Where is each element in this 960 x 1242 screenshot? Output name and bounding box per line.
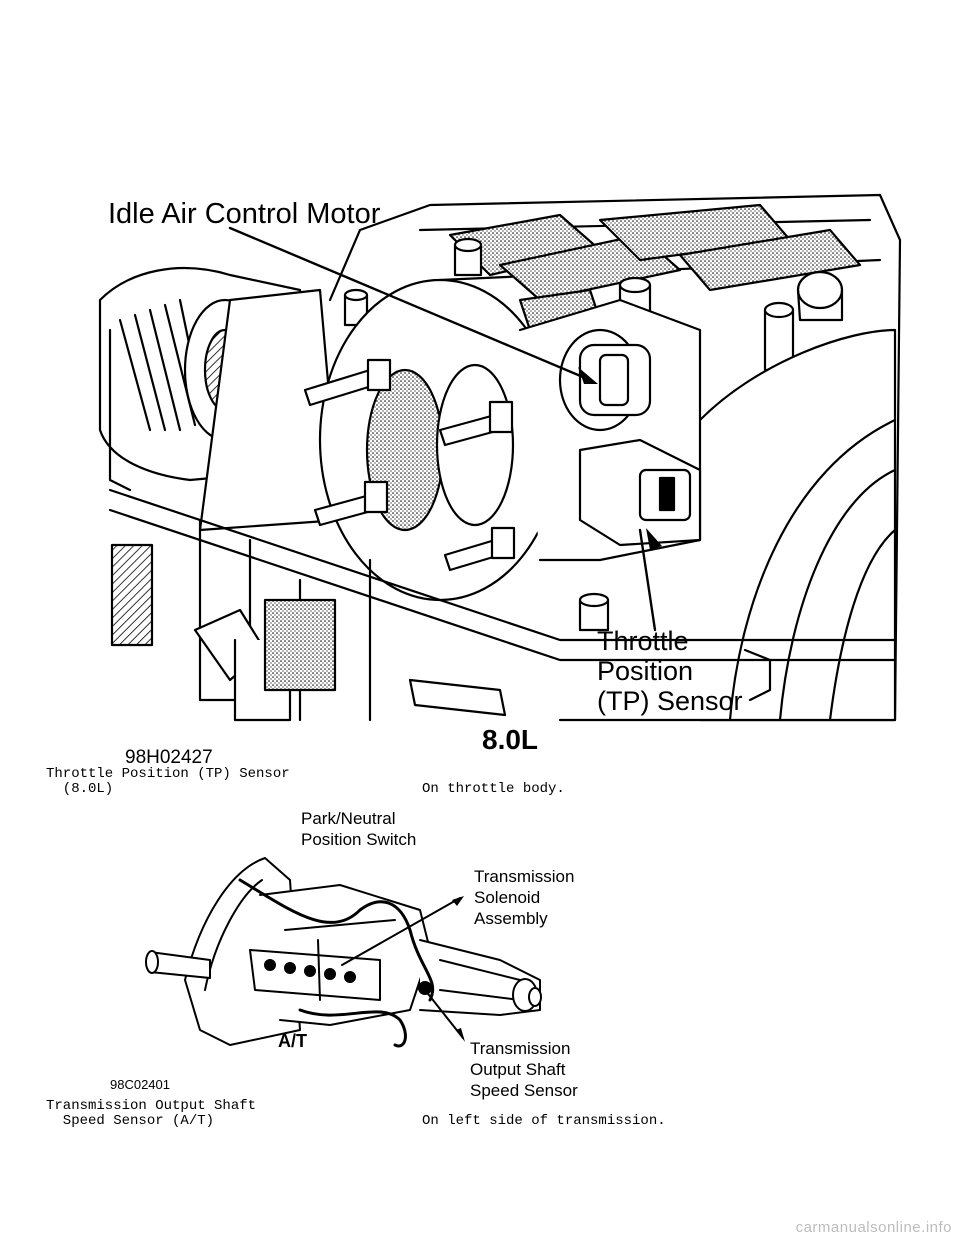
- solenoid-label-line2: Solenoid: [474, 888, 541, 907]
- figure1-caption-name-line2: (8.0L): [46, 781, 114, 797]
- watermark: carmanualsonline.info: [795, 1219, 952, 1236]
- figure2-caption-name-line2: Speed Sensor (A/T): [46, 1113, 215, 1129]
- transmission-type-label: A/T: [278, 1031, 307, 1051]
- tp-sensor-label-line1: Throttle: [597, 626, 689, 656]
- tp-sensor-label-line3: (TP) Sensor: [597, 686, 743, 716]
- figure1-caption-name-line1: Throttle Position (TP) Sensor: [46, 766, 290, 782]
- figure2-caption-name-line1: Transmission Output Shaft: [46, 1098, 257, 1114]
- oss-label-line3: Speed Sensor: [470, 1081, 578, 1100]
- figure2-caption-location: On left side of transmission.: [422, 1113, 666, 1129]
- engine-size-label: 8.0L: [482, 724, 539, 755]
- oss-label-line1: Transmission: [470, 1039, 571, 1058]
- solenoid-label-line1: Transmission: [474, 867, 575, 886]
- tp-sensor-label-line2: Position: [597, 656, 694, 686]
- pn-switch-label-line1: Park/Neutral: [301, 809, 396, 828]
- iac-motor-label: Idle Air Control Motor: [108, 198, 381, 230]
- figure1-code: 98H02427: [125, 747, 213, 768]
- figure2-code: 98C02401: [110, 1077, 170, 1092]
- figure1-caption-location: On throttle body.: [422, 781, 565, 797]
- oss-label-line2: Output Shaft: [470, 1060, 566, 1079]
- pn-switch-label-line2: Position Switch: [301, 830, 417, 849]
- solenoid-label-line3: Assembly: [474, 909, 548, 928]
